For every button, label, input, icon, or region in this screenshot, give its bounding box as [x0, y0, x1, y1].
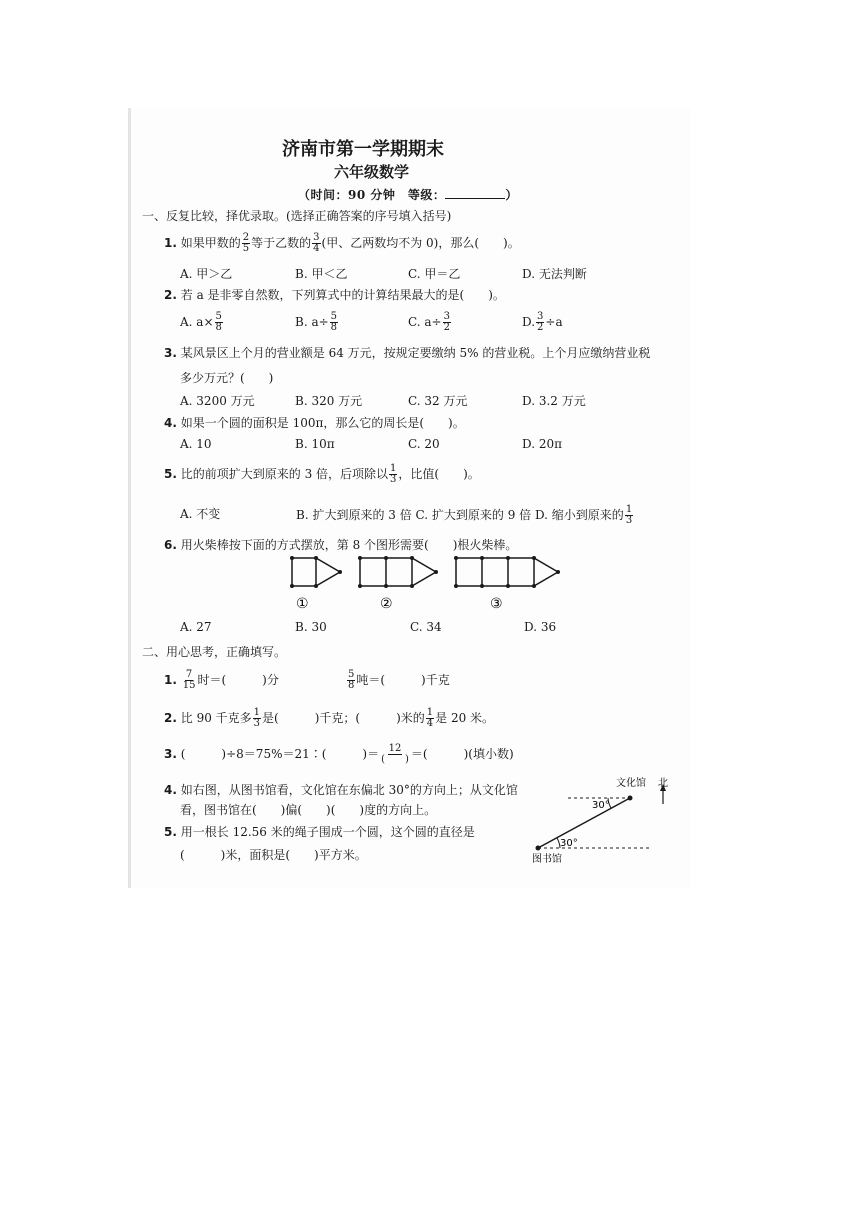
s1-q6-option-c: C. 34	[410, 620, 442, 634]
section2-heading: 二、用心思考，正确填写。	[142, 645, 287, 659]
s2-question-5: 5. 用一根长 12.56 米的绳子围成一个圆，这个圆的直径是	[164, 825, 475, 839]
s1-question-3-line2: 多少万元？( )	[180, 371, 274, 385]
angle-bottom-label: 30°	[560, 838, 578, 849]
s2-question-5-line2: ( )米，面积是( )平方米。	[180, 848, 367, 862]
library-point	[536, 846, 541, 851]
matchstick-figure-2	[360, 558, 436, 586]
s1-question-4: 4. 如果一个圆的面积是 100π，那么它的周长是( )。	[164, 416, 465, 430]
s1-question-6: 6. 用火柴棒按下面的方式摆放，第 8 个图形需要( )根火柴棒。	[164, 538, 518, 552]
s1-q4-option-b: B. 10π	[295, 437, 335, 451]
s1-question-2: 2. 若 a 是非零自然数，下列算式中的计算结果最大的是( )。	[164, 288, 505, 302]
matchstick-figures	[280, 552, 570, 614]
s1-question-1: 1. 如果甲数的 $\frac{2}{5}$ 等于乙数的 $\frac{3}{4}$ (甲、乙两数均不为 0)，那么( )。	[164, 232, 520, 254]
s1-q2-option-d: D. $\frac{3}{2}$ ÷a	[522, 311, 563, 333]
s1-q5-option-a: A. 不变	[180, 507, 221, 521]
s1-q2-option-a: A. a× $\frac{5}{8}$	[180, 311, 222, 333]
fraction: $\frac{1}{3}$	[390, 463, 397, 485]
culture-point	[628, 796, 633, 801]
s2-question-3: 3. ( )÷8＝75%＝21∶( )＝ $\frac{12}{( )}$ ＝( )(填小数)	[164, 743, 514, 765]
s1-q6-option-b: B. 30	[295, 620, 327, 634]
fraction: $\frac{3}{4}$	[313, 232, 320, 254]
s1-q6-option-a: A. 27	[180, 620, 212, 634]
s2-question-1-part2: $\frac{5}{8}$ 吨＝( )千克	[348, 669, 450, 691]
exam-meta	[298, 186, 518, 203]
s1-q1-option-d: D. 无法判断	[522, 267, 587, 281]
s1-q4-option-a: A. 10	[180, 437, 212, 451]
s1-q1-option-c: C. 甲＝乙	[408, 267, 461, 281]
exam-subtitle: 六年级数学	[334, 163, 410, 181]
s2-question-4-line2: 看，图书馆在( )偏( )( )度的方向上。	[180, 803, 437, 817]
exam-meta-open: （时间：90 分钟 等级：	[298, 188, 446, 202]
figure-label-1: ①	[296, 596, 309, 612]
matchstick-figure-3	[456, 558, 558, 586]
exam-title: 济南市第一学期期末	[282, 139, 444, 160]
s1-q3-option-d: D. 3.2 万元	[522, 394, 586, 408]
matchstick-figure-1	[292, 558, 340, 586]
s2-question-4: 4. 如右图，从图书馆看，文化馆在东偏北 30°的方向上；从文化馆	[164, 783, 518, 797]
s1-q6-option-d: D. 36	[524, 620, 557, 634]
direction-diagram	[520, 770, 680, 870]
north-label: 北	[658, 778, 668, 789]
figure-label-3: ③	[490, 596, 503, 612]
grade-blank	[445, 186, 505, 199]
s1-q2-option-b: B. a÷ $\frac{5}{8}$	[295, 311, 338, 333]
s1-q3-option-a: A. 3200 万元	[180, 394, 255, 408]
s1-q3-option-b: B. 320 万元	[295, 394, 363, 408]
s1-q4-option-d: D. 20π	[522, 437, 562, 451]
s1-q2-option-c: C. a÷ $\frac{3}{2}$	[408, 311, 450, 333]
s1-q3-option-c: C. 32 万元	[408, 394, 468, 408]
exam-meta-close: ）	[505, 188, 518, 202]
library-label: 图书馆	[532, 854, 562, 865]
s2-question-1: 1. $\frac{7}{15}$ 时＝( )分	[164, 669, 279, 691]
s1-question-5: 5. 比的前项扩大到原来的 3 倍，后项除以 $\frac{1}{3}$ ，比值( )。	[164, 463, 480, 485]
s1-q4-option-c: C. 20	[408, 437, 440, 451]
fraction: $\frac{2}{5}$	[242, 232, 250, 254]
s1-q1-option-a: A. 甲＞乙	[180, 267, 233, 281]
section1-heading: 一、反复比较，择优录取。(选择正确答案的序号填入括号)	[142, 209, 452, 223]
s1-question-3: 3. 某风景区上个月的营业额是 64 万元，按规定要缴纳 5% 的营业税。上个月应缴纳营业税	[164, 346, 651, 360]
angle-top-label: 30°	[592, 800, 610, 811]
s1-q5-options-bcd: B. 扩大到原来的 3 倍 C. 扩大到原来的 9 倍 D. 缩小到原来的 $\frac{1}{3}$	[296, 504, 633, 526]
s1-q1-option-b: B. 甲＜乙	[295, 267, 348, 281]
figure-label-2: ②	[380, 596, 393, 612]
s2-question-2: 2. 比 90 千克多 $\frac{1}{3}$ 是( )千克；( )米的 $\frac{1}{4}$ 是 20 米。	[164, 707, 495, 729]
culture-label: 文化馆	[616, 778, 646, 789]
